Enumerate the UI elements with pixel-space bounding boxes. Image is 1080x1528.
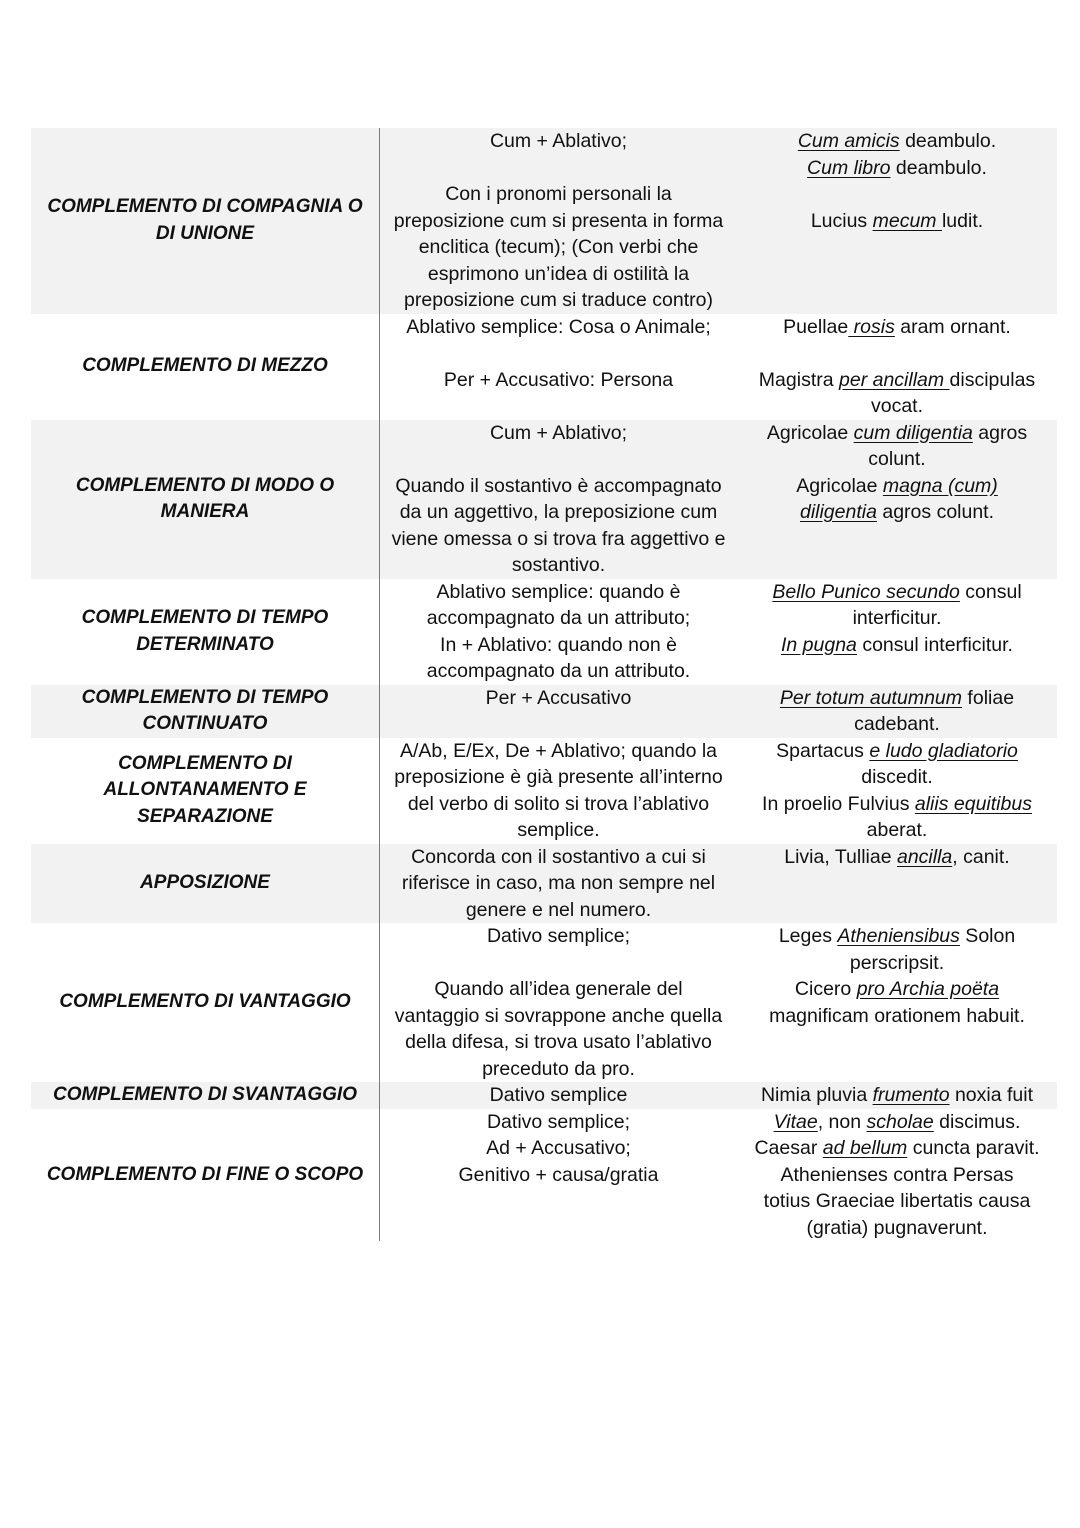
example-text: colunt. (868, 448, 926, 470)
example-text: perscripsit. (849, 951, 945, 974)
example-text: deambulo. (899, 130, 997, 152)
rule-cell (380, 128, 738, 314)
term-cell (31, 579, 380, 685)
highlighted-complement: ancilla (896, 845, 953, 868)
rule-line: Cum + Ablativo; (489, 130, 628, 152)
term-line: COMPLEMENTO DI FINE O SCOPO (46, 1163, 364, 1185)
highlighted-complement: Vitae (773, 1110, 818, 1133)
example-text: consul interficitur. (856, 633, 1013, 656)
highlighted-complement: scholae (866, 1110, 934, 1133)
rule-line: esprimono un’idea di ostilità la (427, 262, 690, 285)
rule-line: preposizione è già presente all’interno (394, 766, 723, 788)
rule-line: A/Ab, E/Ex, De + Ablativo; quando la (399, 739, 718, 762)
example-line (743, 923, 1051, 950)
rule-cell (380, 844, 738, 924)
term-line: DI UNIONE (155, 222, 255, 244)
example-text: , non (817, 1110, 867, 1133)
example-line (743, 1082, 1051, 1109)
rule-line: enclitica (tecum); (Con verbi che (418, 236, 699, 258)
table-row (31, 128, 1057, 314)
term-cell (31, 1109, 380, 1242)
grammar-table (31, 128, 1058, 1241)
table-row (31, 738, 1057, 844)
term-cell (31, 738, 380, 844)
term-line: APPOSIZIONE (140, 872, 270, 893)
example-line (743, 181, 1051, 208)
rule-line: Ablativo semplice: quando è (436, 580, 681, 603)
example-text: ludit. (941, 209, 984, 232)
rule-cell (380, 738, 738, 844)
example-line (743, 579, 1051, 606)
example-line (743, 499, 1051, 526)
rule-line: Quando il sostantivo è accompagnato (395, 474, 722, 497)
example-line (743, 1188, 1051, 1215)
rule-line: preceduto da pro. (482, 1057, 635, 1080)
term-cell (31, 685, 380, 738)
example-cell (737, 738, 1057, 844)
example-text: cuncta paravit. (907, 1137, 1040, 1159)
example-line (743, 1003, 1051, 1030)
example-line (743, 367, 1051, 394)
example-text: , canit. (952, 845, 1010, 868)
term-line: COMPLEMENTO DI TEMPO (81, 607, 329, 628)
rule-cell (380, 1082, 738, 1109)
example-text: Spartacus (776, 739, 870, 762)
term-cell (31, 923, 380, 1082)
rule-line: riferisce in caso, ma non sempre nel (401, 872, 716, 894)
example-text: Agricolae (796, 474, 883, 497)
example-text: Nimia pluvia (760, 1084, 873, 1106)
highlighted-complement: frumento (872, 1084, 950, 1106)
table-row (31, 1082, 1057, 1109)
rule-line (386, 446, 731, 473)
term-line: COMPLEMENTO DI MODO O (75, 474, 335, 496)
example-cell (737, 314, 1057, 420)
rule-line: da un aggettivo, la preposizione cum (399, 501, 718, 523)
highlighted-complement: magna (cum) (882, 474, 998, 497)
highlighted-complement: rosis (848, 315, 895, 338)
example-text: Agricolae (766, 421, 854, 444)
rule-line: Quando all’idea generale del (434, 978, 683, 1000)
example-line (743, 711, 1051, 738)
rule-line: Cum + Ablativo; (489, 421, 628, 444)
highlighted-complement: pro Archia poëta (856, 978, 1000, 1000)
example-text: Lucius (810, 209, 873, 232)
highlighted-complement: diligentia (799, 501, 877, 523)
term-cell (31, 1082, 380, 1109)
highlighted-complement: per ancillam (839, 368, 950, 391)
example-line (743, 208, 1051, 235)
example-line (743, 155, 1051, 182)
example-line (743, 128, 1051, 155)
rule-line: accompagnato da un attributo. (426, 660, 691, 682)
example-text: deambulo. (890, 156, 987, 179)
table-row (31, 314, 1057, 420)
example-text: Magistra (758, 368, 839, 391)
term-line: COMPLEMENTO DI MEZZO (82, 355, 328, 377)
example-text: totius Graeciae libertatis causa (763, 1190, 1031, 1212)
rule-cell (380, 685, 738, 738)
example-line (743, 1162, 1051, 1189)
rule-line (386, 155, 731, 182)
term-cell (31, 128, 380, 314)
term-line: COMPLEMENTO DI (118, 752, 292, 774)
rule-line: del verbo di solito si trova l’ablativo (407, 792, 710, 815)
highlighted-complement: e ludo gladiatorio (869, 739, 1018, 762)
term-line: SEPARAZIONE (137, 805, 273, 827)
example-text: magnificam orationem habuit. (769, 1004, 1025, 1027)
rule-line: sostantivo. (511, 554, 606, 576)
rule-line (386, 340, 731, 367)
term-line: ALLONTANAMENTO E (103, 779, 307, 801)
rule-line: In + Ablativo: quando non è (440, 633, 677, 656)
term-cell (31, 314, 380, 420)
rule-line: semplice. (517, 819, 600, 841)
highlighted-complement: Per totum autumnum (779, 686, 963, 709)
rule-line: viene omessa o si trova fra aggettivo e (391, 527, 726, 550)
rule-line: Dativo semplice (489, 1084, 628, 1106)
example-line (743, 340, 1051, 367)
rule-line: Concorda con il sostantivo a cui si (411, 845, 706, 868)
term-line: COMPLEMENTO DI SVANTAGGIO (52, 1084, 357, 1105)
term-cell (31, 844, 380, 924)
example-text: agros (972, 421, 1028, 444)
example-line (743, 685, 1051, 712)
example-cell (737, 1109, 1057, 1242)
example-text: aberat. (866, 819, 928, 841)
example-cell (737, 128, 1057, 314)
term-line: CONTINUATO (142, 713, 268, 734)
highlighted-complement: mecum (872, 209, 942, 232)
example-line (743, 605, 1051, 632)
rule-line: preposizione cum si traduce contro) (404, 289, 713, 311)
highlighted-complement: Bello Punico secundo (772, 580, 960, 603)
rule-cell (380, 1109, 738, 1242)
highlighted-complement: aliis equitibus (914, 792, 1032, 815)
table-row (31, 420, 1057, 579)
example-text: Athenienses contra Persas (780, 1163, 1014, 1186)
example-text: agros colunt. (876, 501, 995, 523)
table-row (31, 579, 1057, 685)
example-line (743, 950, 1051, 977)
rule-line: vantaggio si sovrappone anche quella (394, 1004, 723, 1027)
example-cell (737, 685, 1057, 738)
example-text: discipulas (949, 368, 1036, 391)
rule-line: genere e nel numero. (465, 898, 652, 921)
example-text: Cicero (794, 978, 857, 1000)
rule-line: Dativo semplice; (486, 925, 631, 947)
highlighted-complement: In pugna (781, 633, 857, 656)
table-row (31, 923, 1057, 1082)
example-line (743, 791, 1051, 818)
example-cell (737, 579, 1057, 685)
example-line (743, 844, 1051, 871)
highlighted-complement: Cum libro (807, 156, 891, 179)
rule-line: della difesa, si trova usato l’ablativo (405, 1031, 712, 1053)
example-line (743, 446, 1051, 473)
example-cell (737, 1082, 1057, 1109)
example-text: Puellae (783, 315, 849, 338)
term-line: MANIERA (160, 501, 250, 522)
example-text: foliae (962, 686, 1015, 709)
example-line (743, 817, 1051, 844)
example-line (743, 632, 1051, 659)
rule-line: Dativo semplice; (486, 1110, 631, 1133)
example-cell (737, 420, 1057, 579)
example-text: vocat. (870, 395, 924, 417)
example-text: consul (959, 580, 1022, 603)
rule-line: Per + Accusativo (485, 686, 632, 709)
rule-cell (380, 420, 738, 579)
example-text: discimus. (933, 1110, 1021, 1133)
rule-line: Per + Accusativo: Persona (443, 368, 674, 391)
table-row (31, 685, 1057, 738)
rule-line: accompagnato da un attributo; (426, 607, 691, 629)
example-text: Livia, Tulliae (784, 845, 897, 868)
example-line (743, 764, 1051, 791)
example-text: Leges (778, 925, 838, 947)
term-line: COMPLEMENTO DI VANTAGGIO (59, 991, 351, 1013)
rule-line: Ad + Accusativo; (486, 1137, 631, 1159)
example-text: Solon (959, 925, 1016, 947)
term-line: DETERMINATO (136, 633, 274, 655)
highlighted-complement: ad bellum (822, 1137, 908, 1159)
table-row (31, 1109, 1057, 1242)
example-text: discedit. (861, 766, 933, 788)
example-line (743, 420, 1051, 447)
table-body (31, 128, 1057, 1241)
example-line (743, 473, 1051, 500)
rule-line: Con i pronomi personali la (445, 183, 672, 205)
rule-cell (380, 923, 738, 1082)
table-row (31, 844, 1057, 924)
highlighted-complement: Cum amicis (797, 130, 900, 152)
rule-cell (380, 314, 738, 420)
example-text: Caesar (754, 1137, 823, 1159)
example-text: noxia fuit (949, 1084, 1034, 1106)
rule-line: Ablativo semplice: Cosa o Animale; (406, 315, 711, 338)
example-text: (gratia) pugnaverunt. (806, 1216, 988, 1239)
rule-line (386, 950, 731, 977)
term-cell (31, 420, 380, 579)
example-line (743, 738, 1051, 765)
example-line (743, 1135, 1051, 1162)
highlighted-complement: cum diligentia (853, 421, 973, 444)
example-line (743, 976, 1051, 1003)
example-text: interficitur. (852, 607, 942, 629)
rule-cell (380, 579, 738, 685)
example-cell (737, 844, 1057, 924)
example-line (743, 314, 1051, 341)
rule-line: preposizione cum si presenta in forma (393, 209, 724, 232)
term-line: COMPLEMENTO DI COMPAGNIA O (47, 196, 363, 218)
example-text: cadebant. (854, 713, 940, 735)
example-line (743, 393, 1051, 420)
example-cell (737, 923, 1057, 1082)
example-text: aram ornant. (894, 315, 1011, 338)
rule-line: Genitivo + causa/gratia (458, 1163, 659, 1186)
example-line (743, 1215, 1051, 1242)
example-text: In proelio Fulvius (762, 792, 915, 815)
term-line: COMPLEMENTO DI TEMPO (81, 686, 329, 708)
example-line (743, 1109, 1051, 1136)
highlighted-complement: Atheniensibus (837, 925, 960, 947)
